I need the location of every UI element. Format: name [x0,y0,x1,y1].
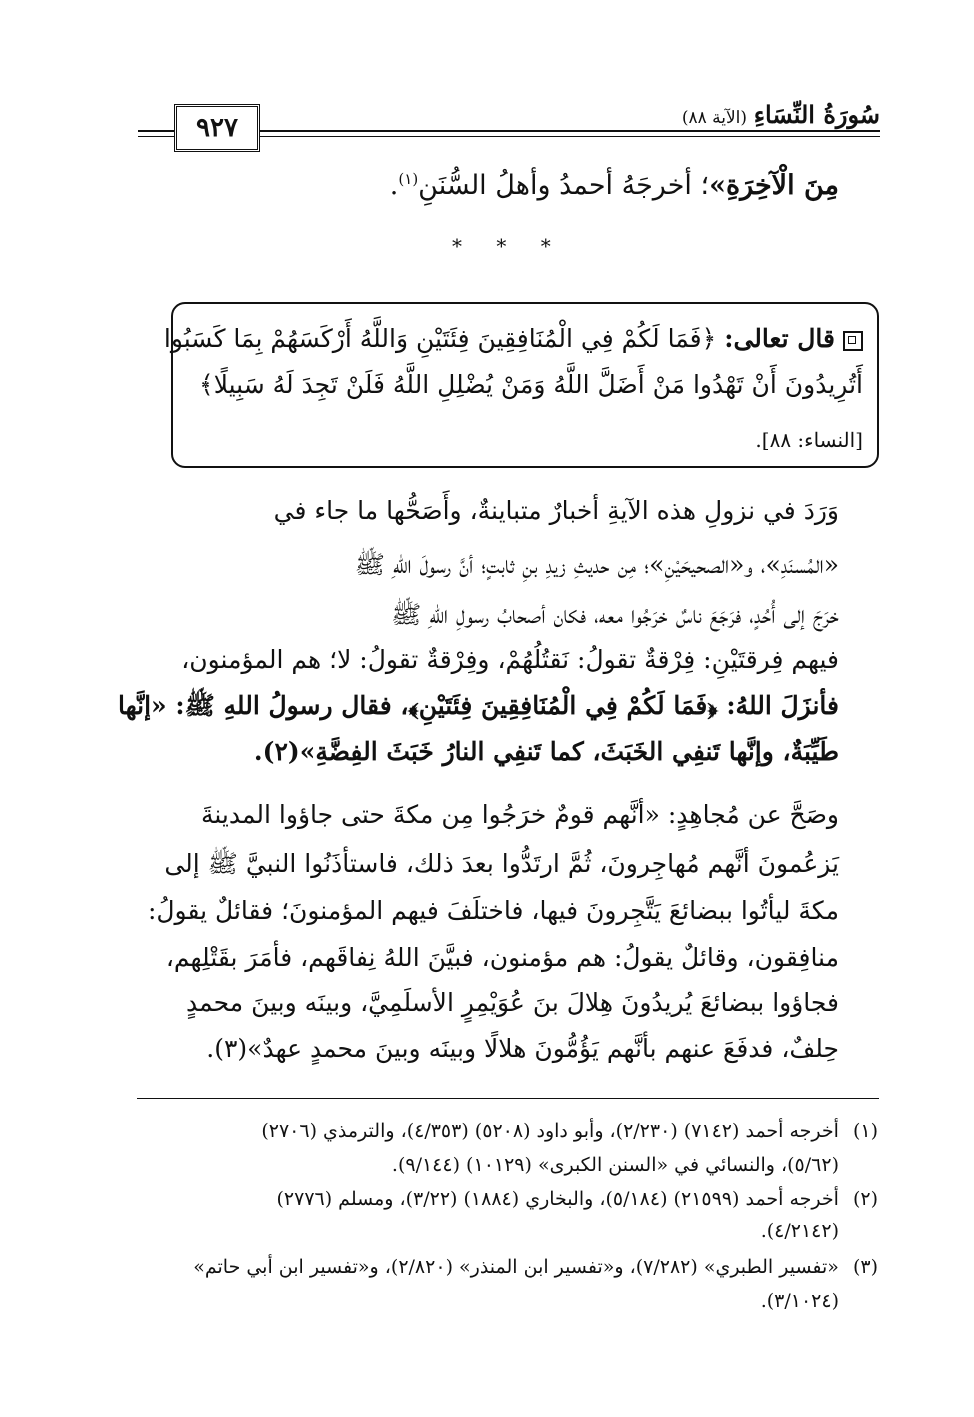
previous-section-end [390,170,839,201]
page-number: ٩٢٧ [174,104,260,152]
footnote-1-continued: (٥/٦٢)، والنسائي في «السنن الكبرى» (١٠١٢٩) (٩/١٤٤). [391,1154,839,1176]
header-title [682,100,880,129]
previous-end: . [389,170,399,201]
paragraph-1-line-3: خرَجَ إلى أُحُدٍ، فرَجَعَ ناسٌ خرَجُوا معه، فكان أصحابُ رسولِ اللهِ ﷺ [391,600,839,629]
paragraph-2-line-5: فجاؤوا ببضائعَ يُريدُونَ هِلالَ بنَ عُوَيْمِرٍ الأسلَمِيَّ، وبينَه وبينَ محمدٍ [186,988,839,1017]
footnote-number: (٢) [852,1188,878,1210]
paragraph-1-line-1: وَرَدَ في نزولِ هذه الآيةِ أخبارٌ متباينةٌ، وأَصَحُّها ما جاء في [273,496,839,525]
quote-end: مِنَ الْآخِرَةِ» [709,170,839,201]
verse-line-1 [164,324,863,353]
page-header [138,96,880,156]
paragraph-2-line-1: وصَحَّ عن مُجاهِدٍ: «أنَّهم قومٌ خرَجُوا مِن مكةَ حتى جاؤوا المدينةَ [200,800,839,829]
previous-text: ؛ أخرجَهُ أحمدُ وأهلُ السُّنَنِ [418,170,710,201]
verse-lead: قال تعالى: [724,324,835,353]
verse-line-2: أَتُرِيدُونَ أَنْ تَهْدُوا مَنْ أَضَلَّ اللَّهُ وَمَنْ يُضْلِلِ اللَّهُ فَلَنْ تَجِدَ لَهُ سَبِيلًا﴾ [199,370,863,399]
footnote-ref-1: (١) [398,170,419,188]
verse-citation: [النساء: ٨٨]. [755,428,863,452]
paragraph-2-line-3: مكةَ ليأتُوا ببضائعَ يَتَّجِرونَ فيها، فاختلَفَ فيهم المؤمنونَ؛ فقائلٌ يقولُ: [147,896,839,925]
footnote-number: (٣) [852,1256,878,1278]
paragraph-2-line-2: يَزعُمونَ أنَّهم مُهاجِرونَ، ثُمَّ ارتَدُّوا بعدَ ذلك، فاستأذَنُوا النبيَّ ﷺ إلى [164,849,839,878]
paragraph-1-line-4: فيهم فِرقتَيْنِ: فِرْقةٌ تقولُ: نَقتُلُهُمْ، وفِرْقةٌ تقولُ: لا؛ هم المؤمنون، [181,645,839,674]
footnote-3 [193,1256,878,1278]
footnote-2 [276,1188,878,1210]
footnote-2-continued: (٤/٢١٤٢). [760,1220,839,1242]
paragraph-2-line-6: حِلفٌ، فدفَعَ عنهم بأنَّهم يَؤُمُّونَ هلالًا وبينَه وبينَ محمدٍ عهدٌ»(٣). [206,1034,839,1063]
ayah-label: (الآية ٨٨) [681,108,748,128]
paragraph-1-line-2: «المُسنَدِ»، و«الصحيحَيْنِ»؛ مِن حديثِ زيدِ بنِ ثابتٍ؛ أنَّ رسولَ اللهِ ﷺ [354,550,839,579]
paragraph-2-line-4: منافِقون، وقائلٌ يقولُ: هم مؤمنون، فبيَّنَ اللهُ نِفاقَهم، فأمَرَ بقَتْلِهم، [165,943,839,972]
sura-name: سُورَةُ النِّسَاءِ [753,100,880,129]
footnote-number: (١) [852,1120,878,1142]
footnote-rule [137,1098,879,1099]
footnote-1 [261,1120,878,1142]
footnote-text: أخرجه أحمد (٧١٤٢) (٢/٢٣٠)، وأبو داود (٥٢٠٨) (٤/٣٥٣)، والترمذي (٢٧٠٦) [261,1120,839,1142]
verse-text-1: ﴿فَمَا لَكُمْ فِي الْمُنَافِقِينَ فِئَتَيْنِ وَاللَّهُ أَرْكَسَهُمْ بِمَا كَسَبُوا [163,324,717,353]
footnote-text: أخرجه أحمد (٢١٥٩٩) (٥/١٨٤)، والبخاري (١٨٨٤) (٣/٢٢)، ومسلم (٢٧٧٦) [276,1188,839,1210]
verse-box [163,302,879,468]
ornament-icon [843,331,863,351]
footnote-3-continued: (٣/١٠٢٤). [760,1290,839,1312]
paragraph-1-line-6: طَيِّبَةٌ، وإنَّها تَنفِي الخَبَثَ، كما تَنفِي النارُ خَبَثَ الفِضَّةِ»(٢). [253,737,839,766]
paragraph-1-line-5: فأنزَلَ اللهُ: ﴿فَمَا لَكُمْ فِي الْمُنَافِقِينَ فِئَتَيْنِ﴾، فقال رسولُ اللهِ ﷺ: «إنَّها [118,691,839,720]
footnote-text: «تفسير الطبري» (٧/٢٨٢)، و«تفسير ابن المنذر» (٢/٨٢٠)، و«تفسير ابن أبي حاتم» [193,1256,839,1278]
section-separator: * * * [452,234,565,258]
